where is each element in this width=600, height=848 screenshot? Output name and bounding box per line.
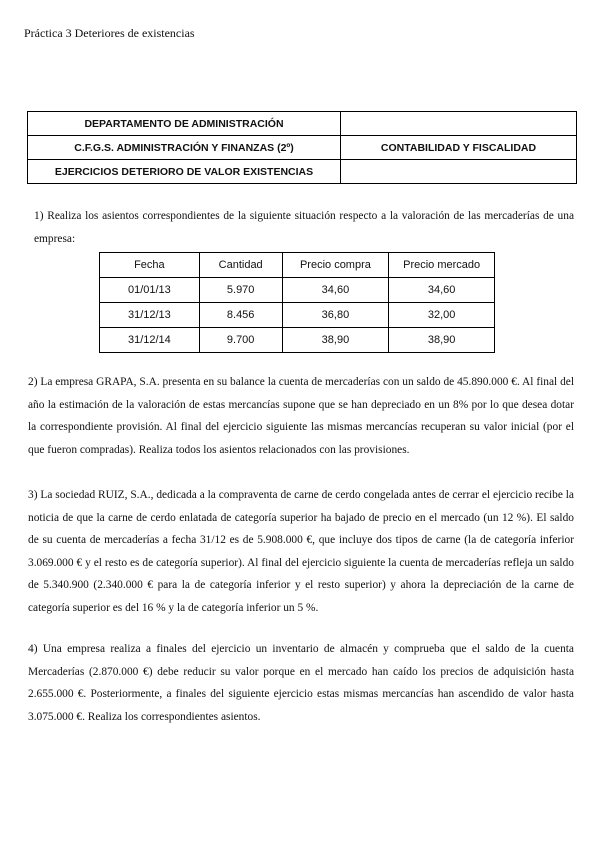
exercise-number: 1) — [34, 210, 44, 222]
info-empty-cell — [341, 112, 577, 136]
table-row — [100, 303, 495, 328]
subject-cell: CONTABILIDAD Y FISCALIDAD — [341, 136, 577, 160]
table-cell: 38,90 — [389, 328, 495, 353]
table-cell: 34,60 — [282, 278, 389, 303]
exercise-title-cell: EJERCICIOS DETERIORO DE VALOR EXISTENCIAS — [28, 160, 341, 184]
info-row — [28, 136, 577, 160]
table-row — [100, 278, 495, 303]
exercise-text: La empresa GRAPA, S.A. presenta en su balance la cuenta de mercaderías con un saldo de 45.890.000 €. Al final del año la estimación de la valoración de estas mercancías supone que se han depreciado en un 8% por lo que desea dotar la correspondiente provisión. Al final del ejercicio siguiente las mismas mercancías recuperan su valor inicial (por el que fueron compradas). Realiza todos los asientos relacionados con las provisiones. — [28, 376, 574, 456]
valuation-table — [99, 252, 495, 353]
table-cell: 5.970 — [199, 278, 282, 303]
info-row — [28, 160, 577, 184]
page-title: Práctica 3 Deteriores de existencias — [24, 26, 195, 40]
table-cell: 8.456 — [199, 303, 282, 328]
exercise-text: Realiza los asientos correspondientes de la siguiente situación respecto a la valoración de las mercaderías de una empresa: — [34, 210, 574, 245]
column-header: Fecha — [100, 253, 200, 278]
exercise-number: 4) — [28, 643, 38, 655]
table-cell: 01/01/13 — [100, 278, 200, 303]
column-header: Cantidad — [199, 253, 282, 278]
table-cell: 9.700 — [199, 328, 282, 353]
table-header-row — [100, 253, 495, 278]
exercise-2 — [28, 371, 574, 461]
table-cell: 32,00 — [389, 303, 495, 328]
table-row — [100, 328, 495, 353]
table-cell: 31/12/13 — [100, 303, 200, 328]
exercise-number: 2) — [28, 376, 38, 388]
info-row — [28, 112, 577, 136]
exercise-text: La sociedad RUIZ, S.A., dedicada a la compraventa de carne de cerdo congelada antes de cerrar el ejercicio recibe la noticia de que la carne de cerdo enlatada de categoría superior ha bajado de precio en el mercado (un 12 %). El saldo de su cuenta de mercaderías a fecha 31/12 es de 5.908.000 €, que incluye dos tipos de carne (la de categoría inferior 3.069.000 € y el resto es de categoría superior). Al final del ejercicio siguiente la cuenta de mercaderías refleja un saldo de 5.340.900 (2.340.000 € para la de categoría inferior y el resto superior) y ahora la depreciación de la carne de categoría superior es del 16 % y la de categoría inferior un 5 %. — [28, 489, 574, 614]
exercise-4 — [28, 638, 574, 728]
column-header: Precio compra — [282, 253, 389, 278]
table-cell: 31/12/14 — [100, 328, 200, 353]
course-cell: C.F.G.S. ADMINISTRACIÓN Y FINANZAS (2º) — [28, 136, 341, 160]
exercise-text: Una empresa realiza a finales del ejercicio un inventario de almacén y comprueba que el saldo de la cuenta Mercaderías (2.870.000 €) debe reducir su valor porque en el mercado han caído los precios de adquisición hasta 2.655.000 €. Posteriormente, a finales del siguiente ejercicio estas mismas mercancías han ascendido de valor hasta 3.075.000 €. Realiza los correspondientes asientos. — [28, 643, 574, 723]
exercise-number: 3) — [28, 489, 38, 501]
exercise-1 — [34, 205, 574, 250]
info-empty-cell — [341, 160, 577, 184]
department-cell: DEPARTAMENTO DE ADMINISTRACIÓN — [28, 112, 341, 136]
exercise-3 — [28, 484, 574, 619]
table-cell: 34,60 — [389, 278, 495, 303]
info-table — [27, 111, 577, 184]
table-cell: 38,90 — [282, 328, 389, 353]
column-header: Precio mercado — [389, 253, 495, 278]
table-cell: 36,80 — [282, 303, 389, 328]
